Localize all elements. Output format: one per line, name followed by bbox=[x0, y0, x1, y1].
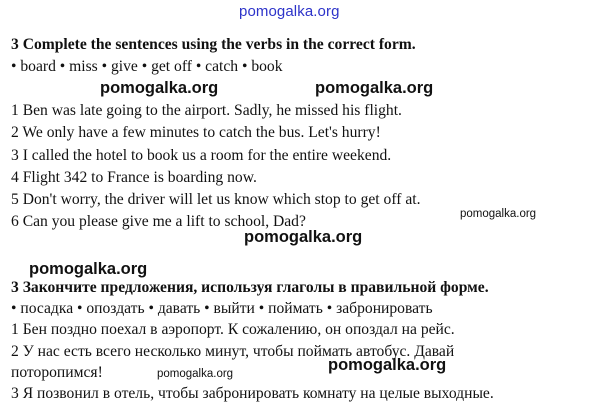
english-sentence-5: 5 Don't worry, the driver will let us know which stop to get off at. bbox=[11, 191, 421, 208]
english-sentence-1: 1 Ben was late going to the airport. Sadly, he missed his flight. bbox=[11, 102, 402, 119]
english-word-bank: • board • miss • give • get off • catch • book bbox=[11, 58, 283, 75]
russian-sentence-2-continued: поторопимся! bbox=[11, 364, 103, 381]
english-exercise-title: 3 Complete the sentences using the verbs in the correct form. bbox=[11, 36, 416, 53]
watermark: pomogalka.org bbox=[315, 79, 434, 97]
russian-word-bank: • посадка • опоздать • давать • выйти • поймать • забронировать bbox=[11, 300, 433, 317]
russian-sentence-1: 1 Бен поздно поехал в аэропорт. К сожалению, он опоздал на рейс. bbox=[11, 321, 455, 338]
watermark: pomogalka.org bbox=[460, 208, 537, 220]
english-sentence-2: 2 We only have a few minutes to catch the bus. Let's hurry! bbox=[11, 124, 381, 141]
watermark: pomogalka.org bbox=[244, 228, 363, 246]
english-sentence-6: 6 Can you please give me a lift to school, Dad? bbox=[11, 213, 306, 230]
watermark: pomogalka.org bbox=[29, 260, 148, 278]
russian-sentence-2: 2 У нас есть всего несколько минут, чтобы поймать автобус. Давай bbox=[11, 343, 455, 360]
russian-exercise-title: 3 Закончите предложения, используя глаголы в правильной форме. bbox=[11, 279, 489, 296]
watermark: pomogalka.org bbox=[100, 79, 219, 97]
watermark-top: pomogalka.org bbox=[239, 3, 340, 20]
watermark: pomogalka.org bbox=[157, 368, 234, 380]
watermark: pomogalka.org bbox=[328, 356, 447, 374]
english-sentence-3: 3 I called the hotel to book us a room for the entire weekend. bbox=[11, 147, 392, 164]
russian-sentence-3: 3 Я позвонил в отель, чтобы забронировать комнату на целые выходные. bbox=[11, 385, 494, 402]
english-sentence-4: 4 Flight 342 to France is boarding now. bbox=[11, 169, 257, 186]
